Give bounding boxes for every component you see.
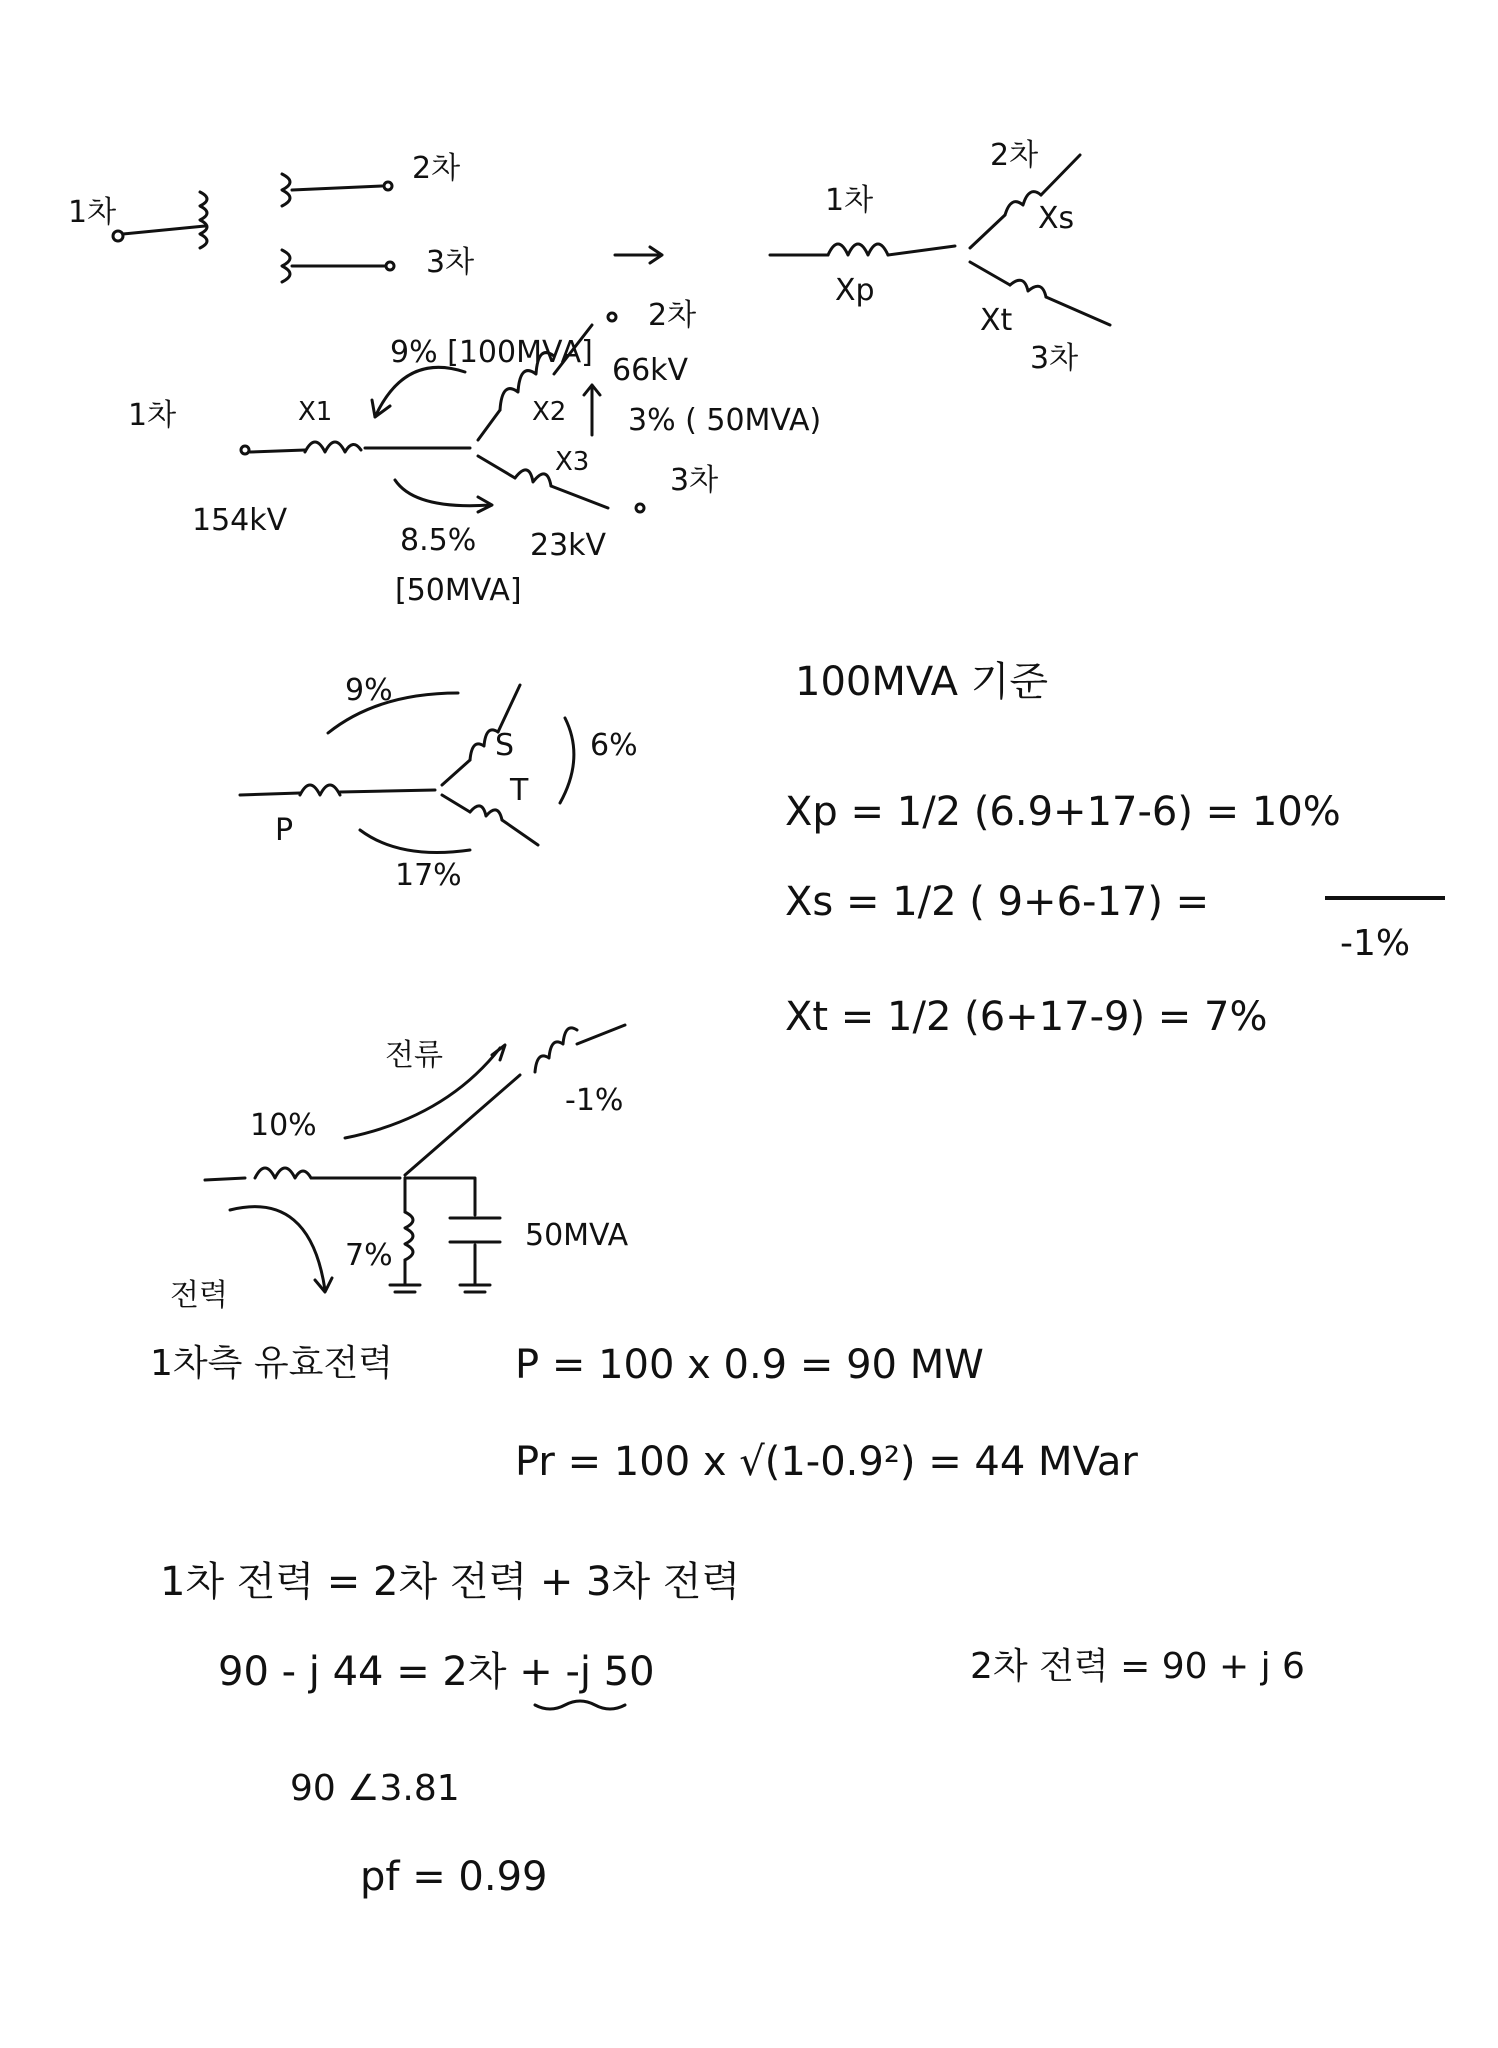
power-balance-values: 90 - j 44 = 2차 + -j 50 — [218, 1649, 655, 1695]
primary-coil — [200, 192, 207, 248]
zs-lead — [577, 1025, 625, 1044]
xs-equation: Xs = 1/2 ( 9+6-17) = — [785, 879, 1210, 925]
s-lead — [498, 685, 520, 732]
z31-base-label: [50MVA] — [395, 573, 522, 608]
cap-label: 50MVA — [525, 1218, 629, 1253]
s-coil — [470, 730, 498, 760]
xt-branch — [970, 262, 1010, 285]
arrow-right-icon — [615, 247, 662, 263]
xs-coil — [1005, 192, 1041, 215]
zs-label: -1% — [565, 1083, 624, 1118]
primary-input-lead — [205, 1178, 245, 1180]
base-z31-label: 17% — [395, 858, 462, 893]
s-branch — [442, 760, 470, 785]
power-calculations — [150, 1342, 1305, 1900]
secondary-power-angle: 90 ∠3.81 — [290, 1768, 460, 1809]
xs-label: Xs — [1038, 201, 1075, 236]
xt-coil — [1010, 280, 1046, 297]
tertiary-coil — [282, 250, 290, 282]
x3-lead — [551, 486, 608, 508]
secondary-label: 2차 — [412, 151, 461, 186]
s-label: S — [495, 728, 515, 763]
base-z23-label: 6% — [590, 728, 638, 763]
x3-terminal — [636, 504, 644, 512]
xs-lead — [1041, 155, 1080, 195]
v2-label: 66kV — [612, 353, 689, 388]
given-secondary-label: 2차 — [648, 298, 697, 333]
given-tertiary-label: 3차 — [670, 463, 719, 498]
t-label: T — [510, 773, 529, 808]
z23-bracket — [560, 718, 574, 803]
active-power-caption: 1차측 유효전력 — [150, 1343, 394, 1384]
secondary-coil — [282, 174, 290, 206]
sketch-star-equivalent — [770, 138, 1110, 376]
secondary-lead — [292, 186, 382, 190]
capacitor-icon — [450, 1218, 500, 1242]
sketch-base-star — [240, 673, 638, 893]
active-power-equation: P = 100 x 0.9 = 90 MW — [515, 1342, 984, 1388]
zt-coil — [405, 1212, 413, 1260]
sketch-given-data — [128, 298, 821, 608]
z12-arrow-icon — [372, 367, 465, 417]
zt-ground-icon — [390, 1260, 420, 1292]
x3-label: X3 — [555, 447, 590, 477]
x2-terminal — [608, 313, 616, 321]
z23-arrow-icon — [584, 385, 600, 435]
star-secondary-label: 2차 — [990, 138, 1039, 173]
secondary-unknown-underline — [535, 1701, 625, 1709]
power-arrow-icon — [230, 1207, 332, 1292]
x2-label: X2 — [532, 397, 567, 427]
xs-result: -1% — [1340, 923, 1411, 964]
sketch-transformer-symbol — [68, 151, 662, 282]
reactance-equations — [785, 659, 1445, 1040]
t-branch — [442, 795, 470, 812]
v3-label: 23kV — [530, 528, 607, 563]
p-to-node — [340, 790, 435, 792]
primary-terminal — [113, 231, 123, 241]
zs-coil — [535, 1028, 577, 1072]
flow-out-label: 전류 — [385, 1038, 443, 1073]
x3-branch — [478, 456, 515, 478]
zs-branch — [405, 1075, 520, 1175]
t-coil — [470, 806, 502, 820]
z31-arc — [360, 830, 470, 853]
base-caption: 100MVA 기준 — [795, 659, 1049, 705]
xp-equation: Xp = 1/2 (6.9+17-6) = 10% — [785, 789, 1341, 835]
primary-lead — [123, 226, 205, 234]
xp-label: Xp — [835, 273, 875, 308]
power-factor-result: pf = 0.99 — [360, 1854, 548, 1900]
tertiary-label: 3차 — [426, 245, 475, 280]
secondary-power-result: 2차 전력 = 90 + j 6 — [970, 1646, 1305, 1687]
cap-ground-icon — [460, 1245, 490, 1292]
tertiary-terminal — [386, 262, 394, 270]
secondary-terminal — [384, 182, 392, 190]
xp-coil — [828, 244, 888, 255]
power-balance-equation: 1차 전력 = 2차 전력 + 3차 전력 — [160, 1559, 741, 1605]
xt-equation: Xt = 1/2 (6+17-9) = 7% — [785, 994, 1268, 1040]
primary-label: 1차 — [68, 195, 117, 230]
z31-arrow-icon — [395, 480, 492, 512]
given-primary-lead — [250, 450, 305, 452]
z23-label: 3% ( 50MVA) — [628, 403, 822, 438]
sketch-simplified-circuit — [170, 1025, 629, 1313]
xs-branch — [970, 215, 1005, 248]
base-z12-label: 9% — [345, 673, 393, 708]
given-primary-label: 1차 — [128, 398, 177, 433]
x2-branch — [478, 410, 500, 440]
zt-label: 7% — [345, 1238, 393, 1273]
t-lead — [502, 820, 538, 845]
zp-label: 10% — [250, 1108, 317, 1143]
p-lead — [240, 793, 300, 795]
x3-coil — [515, 470, 551, 486]
xt-label: Xt — [980, 303, 1013, 338]
z12-label: 9% [100MVA] — [390, 335, 593, 370]
z31-label: 8.5% — [400, 523, 477, 558]
xp-to-node — [888, 246, 955, 255]
star-primary-label: 1차 — [825, 183, 874, 218]
p-coil — [300, 785, 340, 795]
v1-label: 154kV — [192, 503, 288, 538]
p-label: P — [275, 813, 294, 848]
zp-coil — [255, 1168, 311, 1178]
reactive-power-equation: Pr = 100 x √(1-0.9²) = 44 MVar — [515, 1439, 1138, 1485]
flow-in-label: 전력 — [170, 1278, 228, 1313]
xt-lead — [1046, 297, 1110, 325]
x1-label: X1 — [298, 397, 333, 427]
cap-lead — [405, 1178, 475, 1215]
star-tertiary-label: 3차 — [1030, 341, 1079, 376]
x1-coil — [305, 442, 361, 452]
given-primary-terminal — [241, 446, 249, 454]
